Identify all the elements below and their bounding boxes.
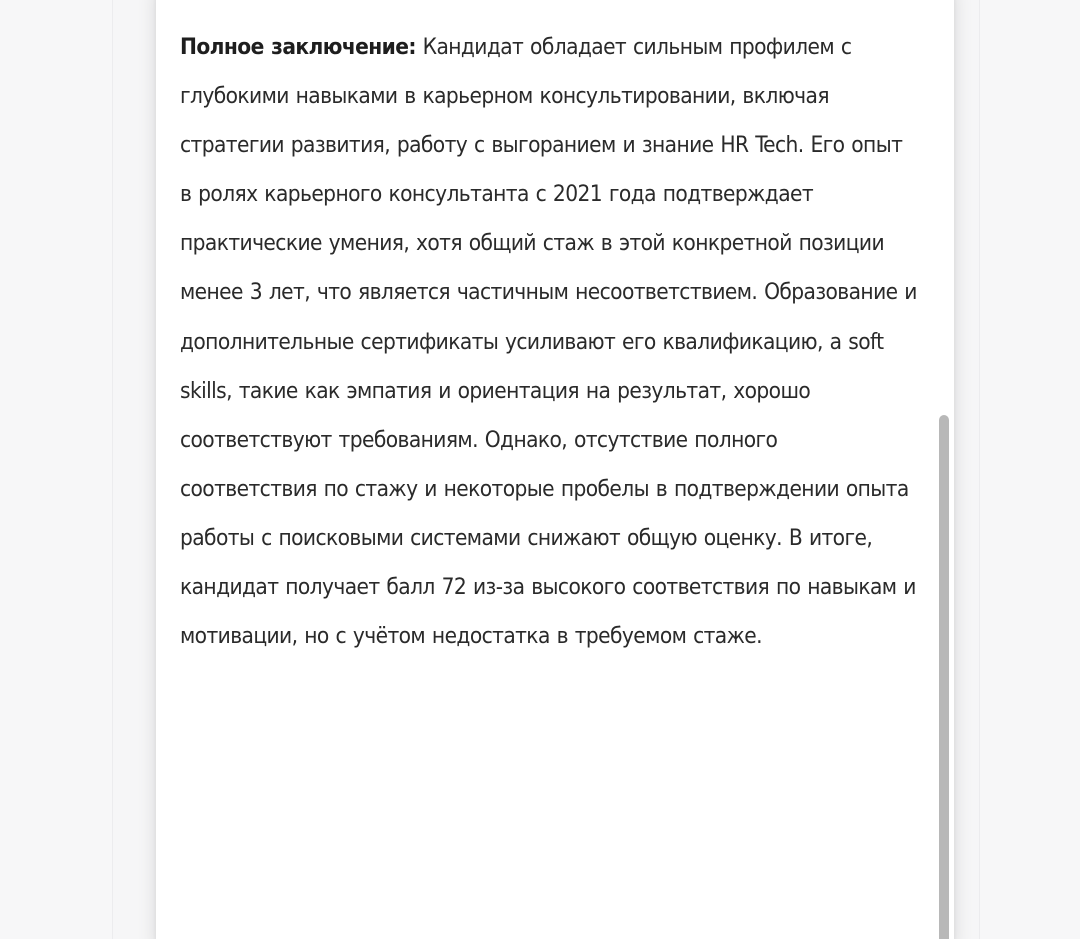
- scrollbar-thumb[interactable]: [939, 415, 949, 939]
- conclusion-text: Кандидат обладает сильным профилем с глубокими навыками в карьерном консультировании, включая стратегии развития, работу с выгоранием и знание HR Tech. Его опыт в ролях карьерного консультанта с 2021 года подтверждает практические умения, хотя общий стаж в этой конкретной позиции менее 3 лет, что является частичным несоответствием. Образование и дополнительные сертификаты усиливают его квалификацию, а soft skills, такие как эмпатия и ориентация на результат, хорошо соответствуют требованиям. Однако, отсутствие полного соответствия по стажу и некоторые пробелы в подтверждении опыта работы с поисковыми системами снижают общую оценку. В итоге, кандидат получает балл 72 из-за высокого соответствия по навыкам и мотивации, но с учётом недостатка в требуемом стаже.: [180, 34, 917, 650]
- background-panel-right: [979, 0, 1080, 939]
- conclusion-paragraph: [180, 23, 920, 661]
- conclusion-card: [156, 0, 954, 939]
- background-panel-left: [0, 0, 113, 939]
- conclusion-label: Полное заключение:: [180, 34, 416, 60]
- scrollbar[interactable]: [938, 0, 951, 939]
